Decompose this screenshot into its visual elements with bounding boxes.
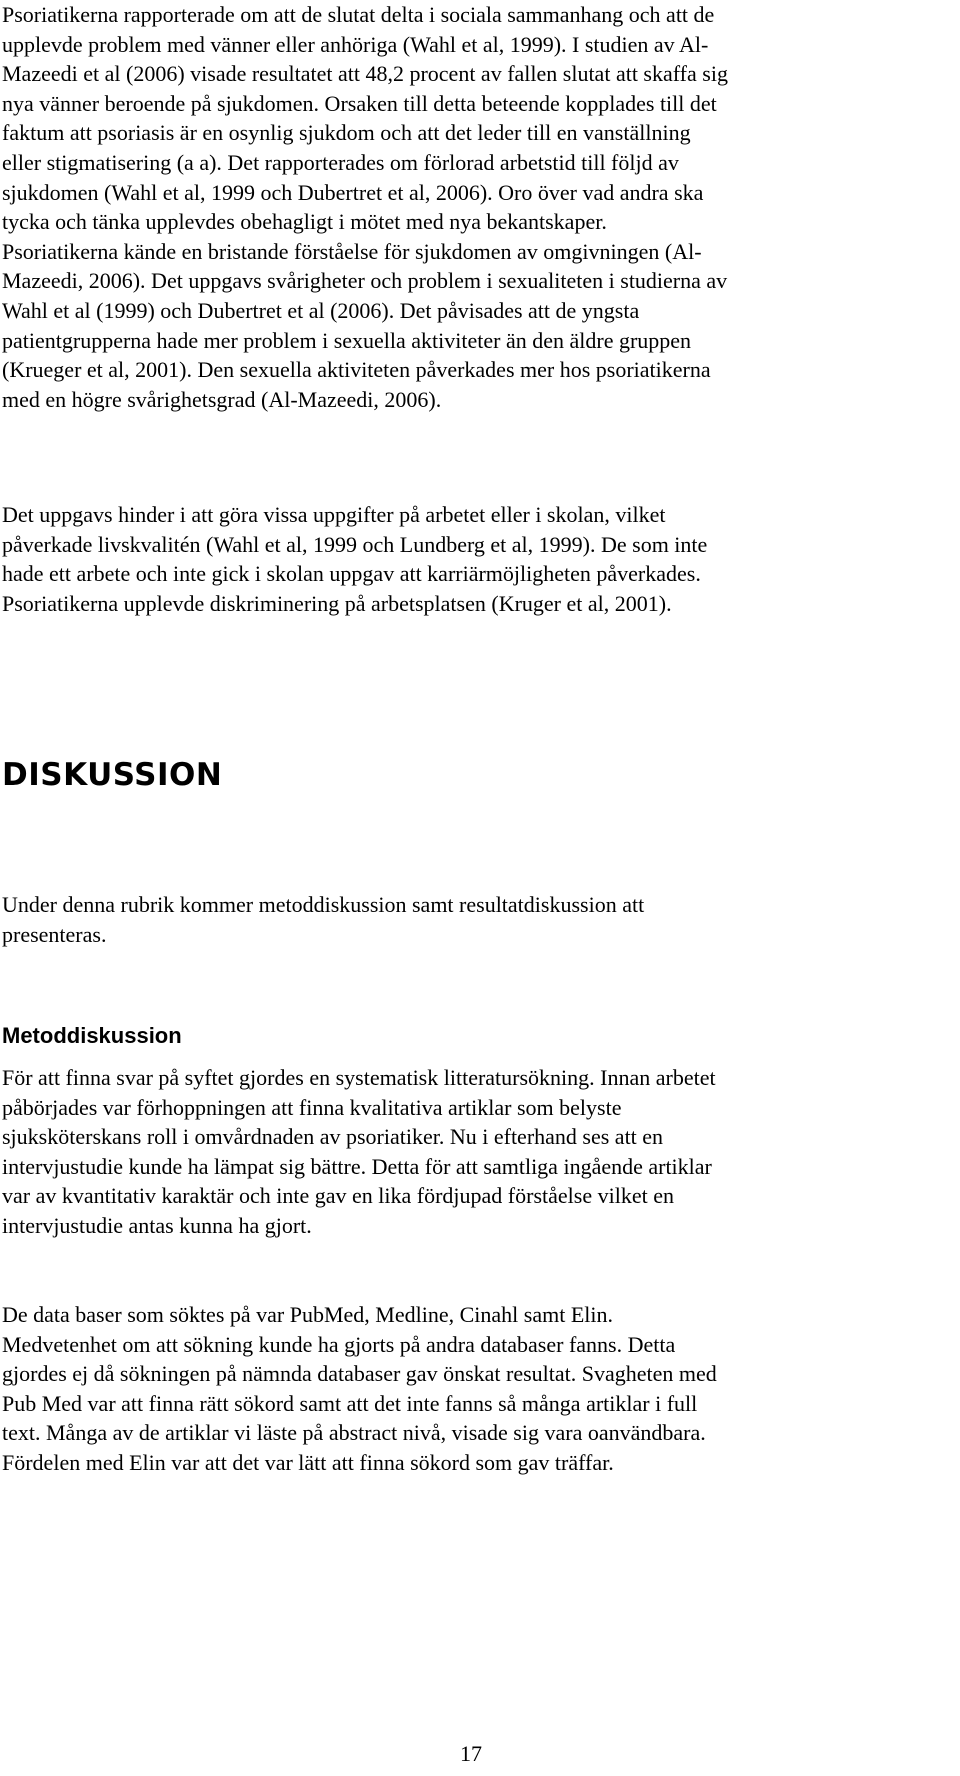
- text-line: Under denna rubrik kommer metoddiskussion samt resultatdiskussion att: [2, 892, 645, 917]
- text-line: upplevde problem med vänner eller anhöriga (Wahl et al, 1999). I studien av Al-: [2, 31, 709, 57]
- text-line: Fördelen med Elin var att det var lätt att finna sökord som gav träffar.: [2, 1449, 614, 1475]
- paragraph-social-problems: [2, 0, 948, 414]
- text-line: presenteras.: [2, 921, 107, 947]
- text-line: Mazeedi et al (2006) visade resultatet att 48,2 procent av fallen slutat att skaffa sig: [2, 61, 728, 87]
- text-line: patientgrupperna hade mer problem i sexuella aktiviteter än den äldre gruppen: [2, 327, 692, 353]
- page-number: 17: [460, 1741, 482, 1766]
- text-line: Wahl et al (1999) och Dubertret et al (2006). Det påvisades att de yngsta: [2, 297, 640, 323]
- text-line: Psoriatikerna kände en bristande förståelse för sjukdomen av omgivningen (Al-: [2, 238, 702, 264]
- text-line: Mazeedi, 2006). Det uppgavs svårigheter och problem i sexualiteten i studierna av: [2, 268, 728, 294]
- text-line: (Krueger et al, 2001). Den sexuella aktiviteten påverkades mer hos psoriatikerna: [2, 357, 711, 383]
- text-line: påverkade livskvalitén (Wahl et al, 1999 och Lundberg et al, 1999). De som inte: [2, 531, 708, 557]
- text-line: intervjustudie kunde ha lämpat sig bättre. Detta för att samtliga ingående artiklar: [2, 1153, 712, 1179]
- text-line: eller stigmatisering (a a). Det rapporterades om förlorad arbetstid till följd av: [2, 149, 679, 175]
- text-line: tycka och tänka upplevdes obehagligt i mötet med nya bekantskaper.: [2, 209, 607, 235]
- text-line: För att finna svar på syftet gjordes en systematisk litteratursökning. Innan arbetet: [2, 1065, 716, 1090]
- text-line: Psoriatikerna rapporterade om att de slutat delta i sociala sammanhang och att de: [2, 2, 715, 27]
- text-line: nya vänner beroende på sjukdomen. Orsaken till detta beteende kopplades till det: [2, 90, 717, 116]
- text-line: påbörjades var förhoppningen att finna kvalitativa artiklar som belyste: [2, 1094, 622, 1120]
- text-line: sjukdomen (Wahl et al, 1999 och Dubertret et al, 2006). Oro över vad andra ska: [2, 179, 704, 205]
- text-line: gjordes ej då sökningen på nämnda databaser gav önskat resultat. Svagheten med: [2, 1361, 717, 1387]
- text-line: med en högre svårighetsgrad (Al-Mazeedi, 2006).: [2, 386, 442, 412]
- text-line: var av kvantitativ karaktär och inte gav en lika fördjupad förståelse vilket en: [2, 1183, 674, 1209]
- text-line: intervjustudie antas kunna ha gjort.: [2, 1212, 312, 1238]
- paragraph-databases: [2, 1300, 948, 1478]
- text-line: text. Många av de artiklar vi läste på abstract nivå, visade sig vara oanvändbara.: [2, 1420, 706, 1446]
- text-line: De data baser som söktes på var PubMed, Medline, Cinahl samt Elin.: [2, 1302, 613, 1327]
- text-line: Medvetenhet om att sökning kunde ha gjorts på andra databaser fanns. Detta: [2, 1331, 676, 1357]
- text-line: hade ett arbete och inte gick i skolan uppgav att karriärmöjligheten påverkades.: [2, 561, 701, 587]
- paragraph-method: [2, 1063, 948, 1241]
- text-line: Det uppgavs hinder i att göra vissa uppgifter på arbetet eller i skolan, vilket: [2, 502, 666, 527]
- paragraph-intro: [2, 890, 948, 949]
- text-line: Psoriatikerna upplevde diskriminering på arbetsplatsen (Kruger et al, 2001).: [2, 590, 672, 616]
- text-line: sjuksköterskans roll i omvårdnaden av psoriatiker. Nu i efterhand ses att en: [2, 1124, 664, 1150]
- text-line: faktum att psoriasis är en osynlig sjukdom och att det leder till en vanställning: [2, 120, 691, 146]
- heading-metoddiskussion: Metoddiskussion: [2, 1023, 182, 1048]
- heading-diskussion: DISKUSSION: [2, 757, 223, 793]
- paragraph-work-school: [2, 500, 948, 618]
- text-line: Pub Med var att finna rätt sökord samt att det inte fanns så många artiklar i full: [2, 1390, 698, 1416]
